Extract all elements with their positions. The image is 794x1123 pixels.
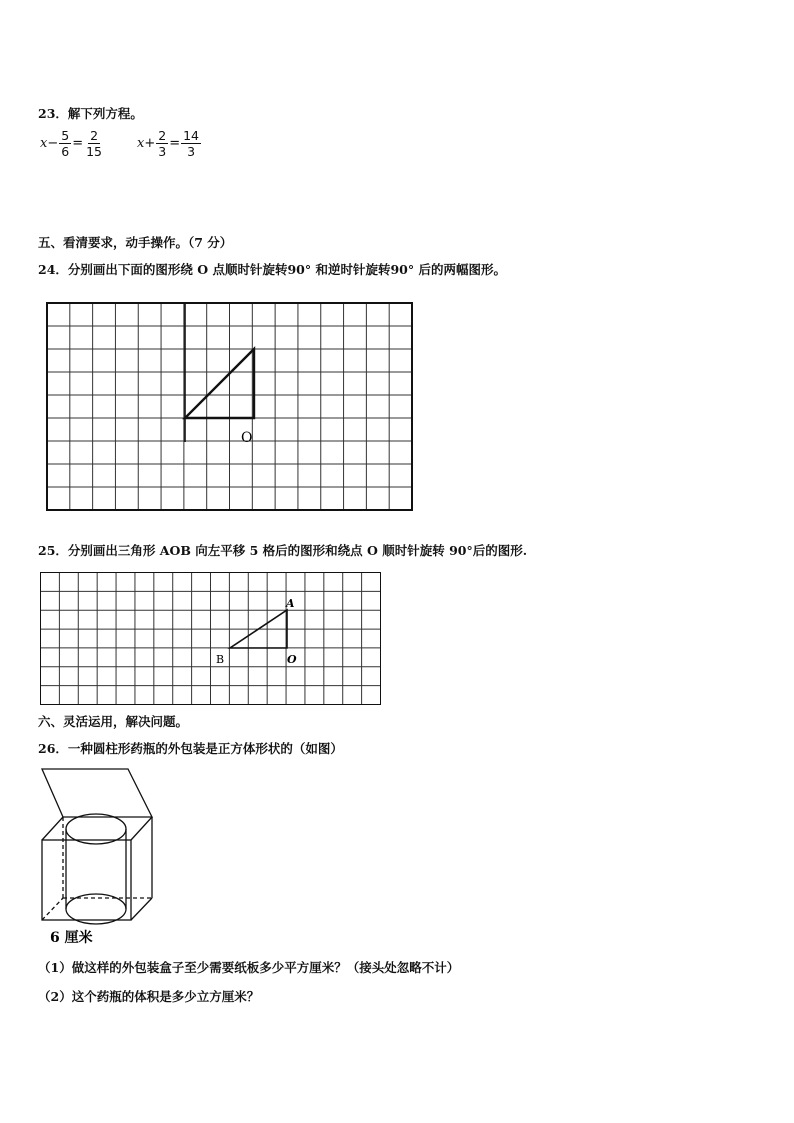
q23-equation-1 xyxy=(40,128,105,159)
q23-equation-2 xyxy=(137,128,202,159)
q23-title: 23．解下列方程。 xyxy=(38,106,143,121)
q26-sub-question-1: （1）做这样的外包装盒子至少需要纸板多少平方厘米？（接头处忽略不计） xyxy=(38,960,460,975)
q26-bottom-right-edge xyxy=(131,898,152,920)
q24-point-o-label: O xyxy=(241,430,253,446)
q25-label-o: O xyxy=(287,653,297,666)
q24-title: 24．分别画出下面的图形绕 O 点顺时针旋转90° 和逆时针旋转90° 后的两幅图形。 xyxy=(38,262,506,277)
q26-title: 26．一种圆柱形药瓶的外包装是正方体形状的（如图） xyxy=(38,741,343,756)
eq1-operator: − xyxy=(47,136,59,151)
section-5-title: 五、看清要求，动手操作。（7 分） xyxy=(38,235,233,250)
eq2-fraction-2: $\frac{14}{3}$ xyxy=(183,128,200,159)
q25-title: 25．分别画出三角形 AOB 向左平移 5 格后的图形和绕点 O 顺时针旋转 90°后的图形. xyxy=(38,543,528,558)
eq1-fraction-1: $\frac{5}{6}$ xyxy=(61,128,70,159)
q24-grid-figure xyxy=(46,302,414,512)
q24-grid-lines xyxy=(47,303,412,510)
section-6-title: 六、灵活运用，解决问题。 xyxy=(38,714,189,729)
q26-box-figure xyxy=(36,764,160,946)
q25-grid-figure xyxy=(40,572,382,706)
eq2-operator: + xyxy=(144,136,156,151)
q26-top-left-edge xyxy=(42,817,63,840)
eq2-fraction-1: $\frac{2}{3}$ xyxy=(158,128,167,159)
eq1-fraction-2: $\frac{2}{15}$ xyxy=(86,128,103,159)
q26-front-face xyxy=(42,840,131,920)
q26-open-lid xyxy=(42,769,152,817)
q25-label-b: B xyxy=(216,653,225,666)
eq1-equals: = xyxy=(72,136,84,151)
q26-top-right-edge xyxy=(131,817,152,840)
eq2-variable: x xyxy=(137,136,145,151)
q25-label-a: A xyxy=(286,597,295,610)
q25-grid-lines xyxy=(41,573,381,705)
q26-sub-question-2: （2）这个药瓶的体积是多少立方厘米？ xyxy=(38,989,260,1004)
eq1-variable: x xyxy=(40,136,48,151)
q24-triangle xyxy=(185,349,254,418)
eq2-equals: = xyxy=(169,136,181,151)
q26-hidden-diagonal-edge xyxy=(42,898,63,920)
q26-figure-label: 6 厘米 xyxy=(50,930,93,946)
